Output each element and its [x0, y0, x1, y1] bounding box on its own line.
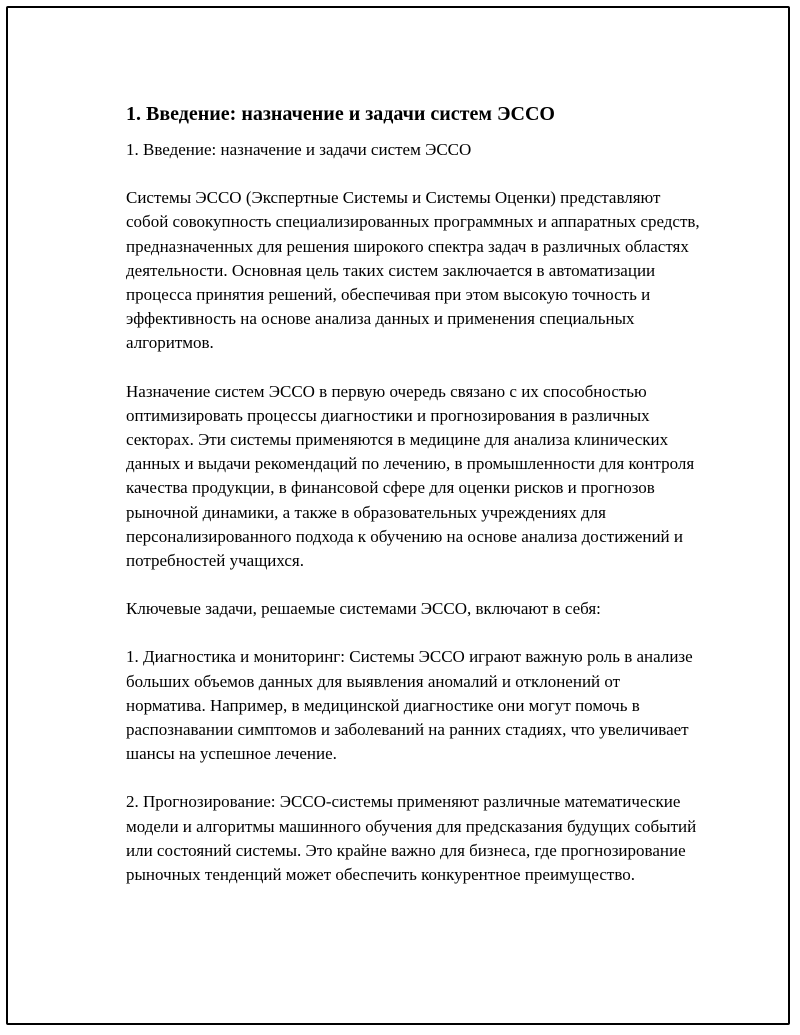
paragraph-task-diagnostics: 1. Диагностика и мониторинг: Системы ЭССО играют важную роль в анализе больших объемов данных для выявления аномалий и отклонений от норматива. Например, в медицинской диагностике они могут помочь в распознавании симптомов и заболеваний на ранних стадиях, что увеличивает шансы на успешное лечение.: [126, 647, 693, 764]
document-title: 1. Введение: назначение и задачи систем ЭССО: [126, 103, 555, 125]
paragraph-tasks-lead: Ключевые задачи, решаемые системами ЭССО, включают в себя:: [126, 599, 601, 619]
paragraph-purpose: Назначение систем ЭССО в первую очередь связано с их способностью оптимизировать процессы диагностики и прогнозирования в различных секторах. Эти системы применяются в медицине для анализа клинических данных и выдачи рекомендаций по лечению, в промышленности для контроля качества продукции, в финансовой сфере для оценки рисков и прогнозов рыночной динамики, а также в образовательных учреждениях для персонализированного подхода к обучению на основе анализа достижений и потребностей учащихся.: [126, 381, 695, 571]
paragraph-intro: Системы ЭССО (Экспертные Системы и Системы Оценки) представляют собой совокупность специализированных программных и аппаратных средств, предназначенных для решения широкого спектра задач в различных областях деятельности. Основная цель таких систем заключается в автоматизации процесса принятия решений, обеспечивая при этом высокую точность и эффективность на основе анализа данных и применения специальных алгоритмов.: [126, 188, 700, 353]
paragraph-task-forecasting: 2. Прогнозирование: ЭССО-системы применяют различные математические модели и алгоритмы машинного обучения для предсказания будущих событий или состояний системы. Это крайне важно для бизнеса, где прогнозирование рыночных тенденций может обеспечить конкурентное преимущество.: [126, 792, 697, 885]
paragraph-heading-repeat: 1. Введение: назначение и задачи систем ЭССО: [126, 140, 472, 159]
document-body: [126, 100, 701, 911]
page-frame: [6, 6, 790, 1025]
